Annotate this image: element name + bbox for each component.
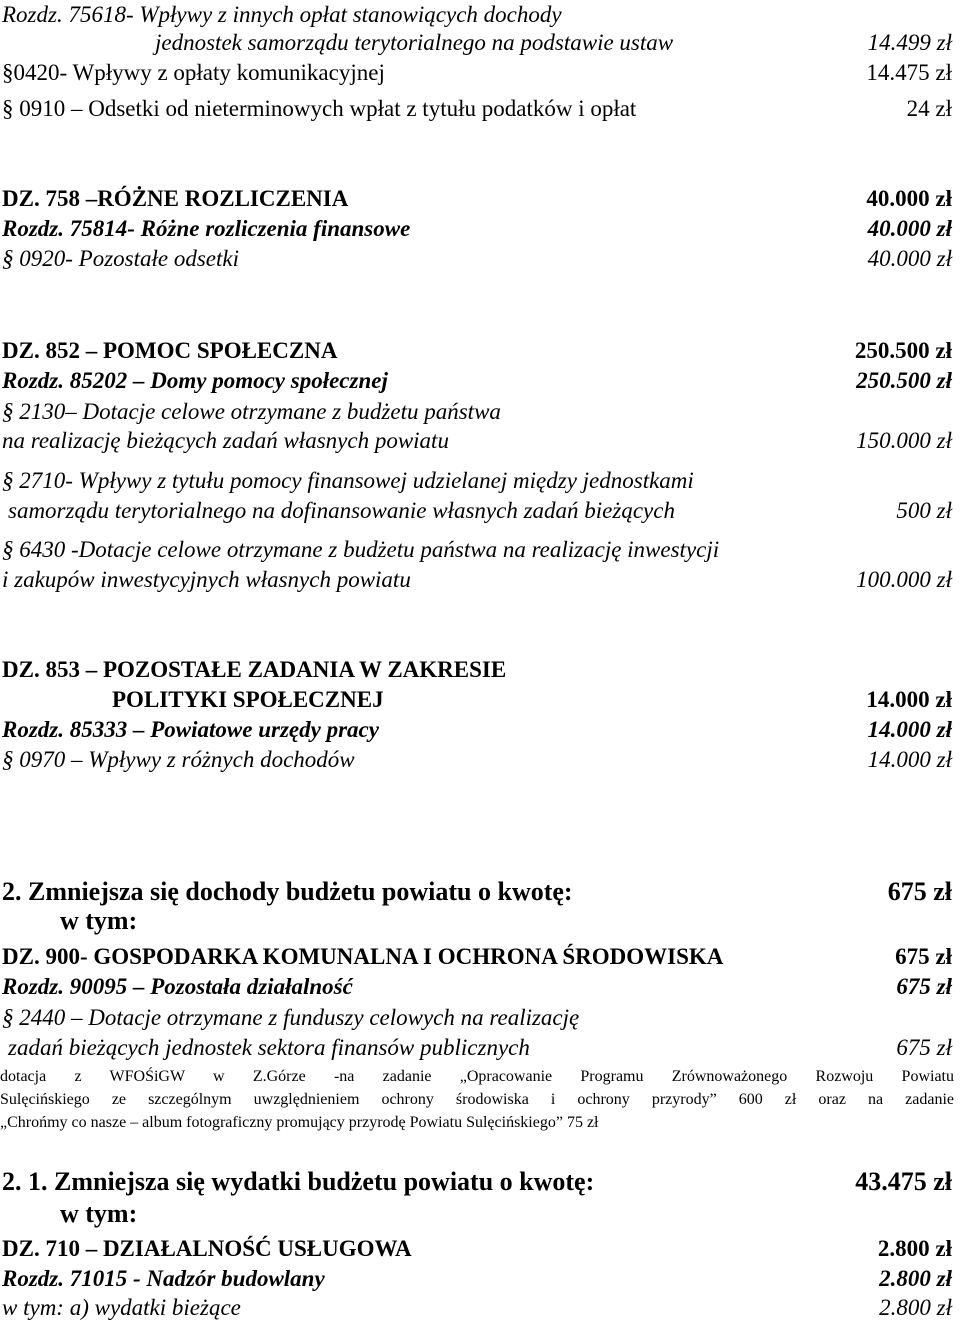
note-line: dotacja z WFOŚiGW w Z.Górze -na zadanie „Opracowanie Programu Zrównoważonego Rozwoju Powiatu — [0, 1068, 954, 1085]
row-value: 250.500 zł — [854, 338, 952, 363]
row-label: jednostek samorządu terytorialnego na podstawie ustaw — [155, 30, 674, 55]
row-label: Rozdz. 75814- Różne rozliczenia finansowe — [2, 216, 411, 241]
row-label: DZ. 900- GOSPODARKA KOMUNALNA I OCHRONA ŚRODOWISKA — [2, 944, 724, 969]
row-value: 675 zł — [896, 1035, 952, 1060]
row-label: DZ. 852 – POMOC SPOŁECZNA — [2, 338, 338, 363]
row-label: Rozdz. 85202 – Domy pomocy społecznej — [2, 368, 388, 393]
row-value: 40.000 zł — [867, 246, 952, 271]
row-label: § 6430 -Dotacje celowe otrzymane z budżetu państwa na realizację inwestycji — [2, 537, 720, 562]
row-label: §0420- Wpływy z opłaty komunikacyjnej — [2, 60, 385, 85]
row-value: 40.000 zł — [867, 216, 952, 241]
row-value: 2.800 zł — [879, 1266, 952, 1291]
row-label: § 2440 – Dotacje otrzymane z funduszy celowych na realizację — [2, 1005, 580, 1030]
row-value: 500 zł — [896, 498, 952, 523]
row-value: 14.000 zł — [866, 687, 952, 712]
row-value: 150.000 zł — [856, 428, 952, 453]
row-label: § 2130– Dotacje celowe otrzymane z budżetu państwa — [2, 399, 501, 424]
row-value: 2.800 zł — [877, 1236, 952, 1261]
row-label: § 0910 – Odsetki od nieterminowych wpłat z tytułu podatków i opłat — [2, 96, 637, 121]
row-label: Rozdz. 71015 - Nadzór budowlany — [2, 1266, 325, 1291]
row-label: w tym: — [60, 1199, 138, 1228]
row-value: 40.000 zł — [866, 186, 952, 211]
row-value: 250.500 zł — [856, 368, 952, 393]
row-value: 100.000 zł — [856, 567, 952, 592]
row-label: DZ. 758 –RÓŻNE ROZLICZENIA — [2, 186, 349, 211]
row-value: 14.000 zł — [867, 717, 952, 742]
row-label: w tym: — [60, 906, 138, 935]
row-label: na realizację bieżących zadań własnych powiatu — [2, 428, 449, 453]
note-line: „Chrońmy co nasze – album fotograficzny promujący przyrodę Powiatu Sulęcińskiego” 75 zł — [0, 1114, 599, 1131]
row-value: 14.475 zł — [866, 60, 952, 85]
row-label: samorządu terytorialnego na dofinansowanie własnych zadań bieżących — [8, 498, 675, 523]
row-value: 14.000 zł — [867, 747, 952, 772]
row-value: 675 zł — [895, 944, 952, 969]
row-label: Rozdz. 75618- Wpływy z innych opłat stanowiących dochody — [2, 2, 562, 27]
row-value: 2.800 zł — [879, 1295, 952, 1320]
row-label: § 0970 – Wpływy z różnych dochodów — [2, 747, 355, 772]
note-line: Sulęcińskiego ze szczególnym uwzględnieniem ochrony środowiska i ochrony przyrody” 600 zł oraz na zadanie — [0, 1091, 954, 1108]
row-label: 2. Zmniejsza się dochody budżetu powiatu o kwotę: — [2, 877, 573, 906]
row-label: POLITYKI SPOŁECZNEJ — [112, 687, 384, 712]
row-label: DZ. 710 – DZIAŁALNOŚĆ USŁUGOWA — [2, 1236, 412, 1261]
row-label: Rozdz. 90095 – Pozostała działalność — [2, 974, 353, 999]
row-value: 24 zł — [906, 96, 952, 121]
row-label: w tym: a) wydatki bieżące — [2, 1295, 241, 1320]
row-label: Rozdz. 85333 – Powiatowe urzędy pracy — [2, 717, 379, 742]
row-label: zadań bieżących jednostek sektora finansów publicznych — [8, 1035, 530, 1060]
row-value: 675 zł — [896, 974, 952, 999]
row-label: § 0920- Pozostałe odsetki — [2, 246, 239, 271]
row-value: 675 zł — [887, 877, 952, 906]
row-label: i zakupów inwestycyjnych własnych powiatu — [2, 567, 411, 592]
row-label: § 2710- Wpływy z tytułu pomocy finansowej udzielanej między jednostkami — [2, 468, 694, 493]
row-label: DZ. 853 – POZOSTAŁE ZADANIA W ZAKRESIE — [2, 657, 507, 682]
row-value: 43.475 zł — [855, 1167, 952, 1196]
row-label: 2. 1. Zmniejsza się wydatki budżetu powiatu o kwotę: — [2, 1167, 595, 1196]
row-value: 14.499 zł — [867, 30, 952, 55]
